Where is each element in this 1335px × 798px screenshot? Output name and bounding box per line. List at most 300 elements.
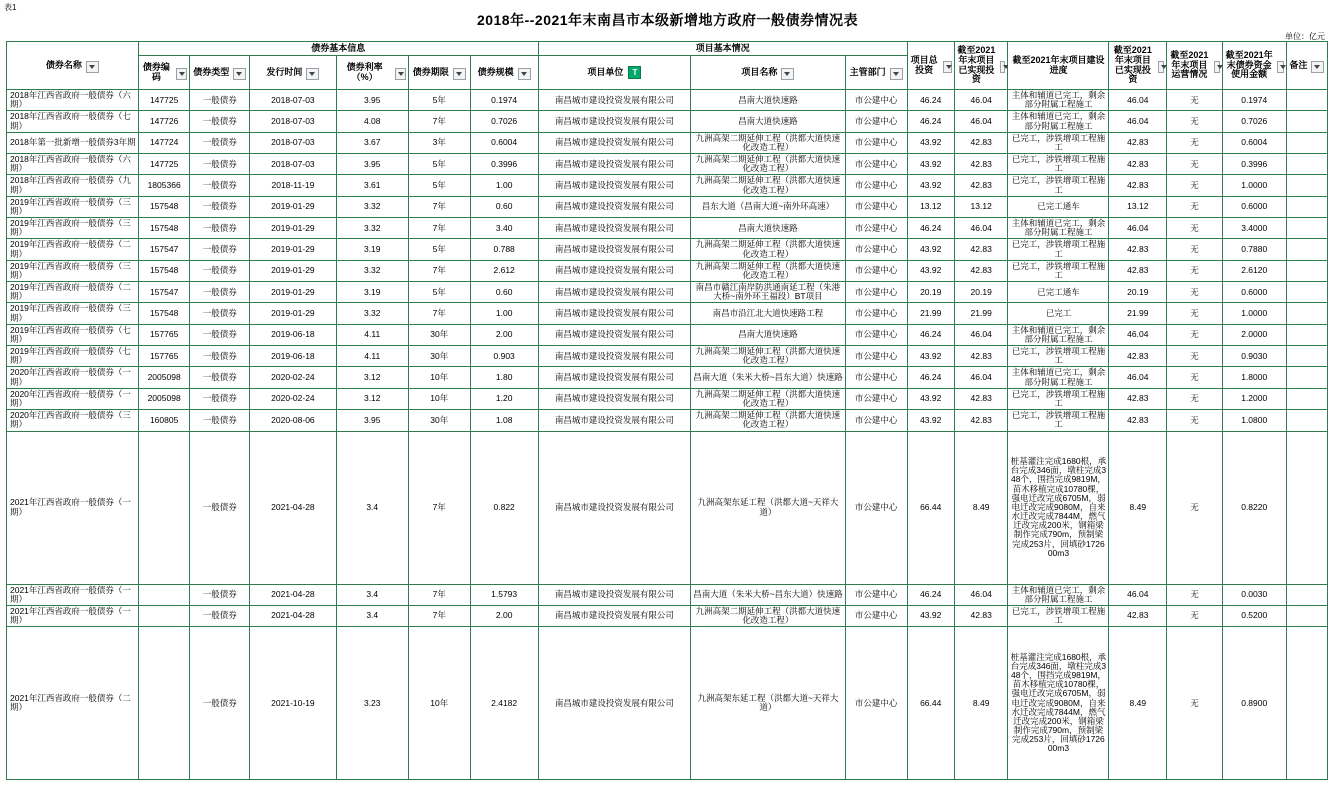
cell-operation[interactable]: 无 [1167,410,1223,431]
cell-project-unit[interactable]: 南昌城市建设投资发展有限公司 [538,431,690,584]
cell-bond-code[interactable]: 157548 [138,196,190,217]
cell-bond-used[interactable]: 1.8000 [1222,367,1286,388]
cell-dept[interactable]: 市公建中心 [845,324,907,345]
filter-icon[interactable] [890,68,903,80]
cell-realized-invest-2[interactable]: 42.83 [1109,605,1167,626]
cell-bond-type[interactable]: 一般债券 [190,154,250,175]
filter-icon[interactable] [176,68,187,80]
table-row[interactable] [7,388,1328,409]
cell-scale[interactable]: 0.7026 [470,111,538,132]
cell-project-unit[interactable]: 南昌城市建设投资发展有限公司 [538,111,690,132]
cell-term[interactable]: 30年 [408,410,470,431]
cell-project-unit[interactable]: 南昌城市建设投资发展有限公司 [538,154,690,175]
filter-icon[interactable] [306,68,319,80]
cell-realized-invest[interactable]: 8.49 [954,627,1008,780]
cell-scale[interactable]: 2.00 [470,605,538,626]
cell-project-unit[interactable]: 南昌城市建设投资发展有限公司 [538,584,690,605]
cell-issue-date[interactable]: 2019-01-29 [250,282,337,303]
cell-dept[interactable]: 市公建中心 [845,175,907,196]
cell-realized-invest[interactable]: 46.04 [954,367,1008,388]
cell-rate[interactable]: 3.67 [336,132,408,153]
cell-progress[interactable]: 已完工，涉铁增项工程施工 [1008,346,1109,367]
cell-project-name[interactable]: 昌东大道（昌南大道~南外环高速） [691,196,846,217]
cell-project-unit[interactable]: 南昌城市建设投资发展有限公司 [538,239,690,260]
cell-progress[interactable]: 主体和辅道已完工，剩余部分附属工程施工 [1008,324,1109,345]
cell-bond-type[interactable]: 一般债券 [190,324,250,345]
cell-project-unit[interactable]: 南昌城市建设投资发展有限公司 [538,410,690,431]
filter-icon[interactable] [1311,61,1324,73]
cell-progress[interactable]: 主体和辅道已完工，剩余部分附属工程施工 [1008,584,1109,605]
cell-bond-type[interactable]: 一般债券 [190,605,250,626]
cell-dept[interactable]: 市公建中心 [845,346,907,367]
cell-dept[interactable]: 市公建中心 [845,239,907,260]
cell-realized-invest-2[interactable]: 42.83 [1109,154,1167,175]
cell-bond-name[interactable]: 2021年江西省政府一般债券（二期） [7,627,139,780]
cell-bond-used[interactable]: 0.1974 [1222,90,1286,111]
cell-bond-type[interactable]: 一般债券 [190,175,250,196]
cell-remark[interactable] [1286,324,1327,345]
cell-operation[interactable]: 无 [1167,627,1223,780]
cell-scale[interactable]: 0.6004 [470,132,538,153]
cell-bond-used[interactable]: 3.4000 [1222,218,1286,239]
cell-issue-date[interactable]: 2018-07-03 [250,132,337,153]
cell-scale[interactable]: 1.00 [470,303,538,324]
cell-term[interactable]: 7年 [408,196,470,217]
cell-realized-invest[interactable]: 46.04 [954,324,1008,345]
cell-bond-used[interactable]: 0.7026 [1222,111,1286,132]
cell-issue-date[interactable]: 2021-04-28 [250,431,337,584]
cell-progress[interactable]: 桩基灌注完成1680根，承台完成346面，墩柱完成348个，围挡完成9819M，苗木移植完成10780棵，强电迁改完成6705M，弱电迁改完成9080M，自来水迁改完成7844M，燃气迁改完成200米，钢箱梁制作完成790m，预制梁完成253片，回填砂172600m3 [1008,627,1109,780]
cell-scale[interactable]: 1.08 [470,410,538,431]
cell-bond-type[interactable]: 一般债券 [190,260,250,281]
cell-issue-date[interactable]: 2019-01-29 [250,239,337,260]
cell-project-name[interactable]: 九洲高架二期延伸工程（洪都大道快速化改造工程） [691,410,846,431]
cell-remark[interactable] [1286,196,1327,217]
cell-project-name[interactable]: 九洲高架二期延伸工程（洪都大道快速化改造工程） [691,388,846,409]
col-header-scale[interactable] [470,56,538,90]
cell-term[interactable]: 10年 [408,388,470,409]
cell-realized-invest[interactable]: 20.19 [954,282,1008,303]
cell-bond-used[interactable]: 1.0800 [1222,410,1286,431]
cell-issue-date[interactable]: 2021-10-19 [250,627,337,780]
cell-bond-type[interactable]: 一般债券 [190,627,250,780]
cell-remark[interactable] [1286,388,1327,409]
cell-dept[interactable]: 市公建中心 [845,282,907,303]
cell-dept[interactable]: 市公建中心 [845,605,907,626]
cell-bond-name[interactable]: 2019年江西省政府一般债券（三期） [7,196,139,217]
cell-bond-code[interactable]: 147726 [138,111,190,132]
cell-realized-invest-2[interactable]: 46.04 [1109,324,1167,345]
cell-project-name[interactable]: 昌南大道（朱米大桥~昌东大道）快速路 [691,584,846,605]
cell-project-name[interactable]: 九洲高架二期延伸工程（洪都大道快速化改造工程） [691,154,846,175]
cell-realized-invest[interactable]: 42.83 [954,388,1008,409]
table-row[interactable] [7,132,1328,153]
cell-bond-name[interactable]: 2018年江西省政府一般债券（九期） [7,175,139,196]
cell-realized-invest-2[interactable]: 42.83 [1109,388,1167,409]
cell-dept[interactable]: 市公建中心 [845,196,907,217]
cell-progress[interactable]: 主体和辅道已完工，剩余部分附属工程施工 [1008,367,1109,388]
cell-rate[interactable]: 3.95 [336,90,408,111]
cell-realized-invest-2[interactable]: 42.83 [1109,260,1167,281]
cell-realized-invest-2[interactable]: 8.49 [1109,627,1167,780]
cell-remark[interactable] [1286,605,1327,626]
cell-rate[interactable]: 4.11 [336,324,408,345]
cell-bond-code[interactable]: 2005098 [138,367,190,388]
cell-project-name[interactable]: 九洲高架二期延伸工程（洪都大道快速化改造工程） [691,605,846,626]
cell-bond-code[interactable]: 147725 [138,90,190,111]
cell-bond-name[interactable]: 2021年江西省政府一般债券（一期） [7,584,139,605]
cell-total-invest[interactable]: 46.24 [907,218,954,239]
cell-issue-date[interactable]: 2020-02-24 [250,367,337,388]
cell-operation[interactable]: 无 [1167,90,1223,111]
cell-remark[interactable] [1286,584,1327,605]
col-header-realized-invest[interactable] [954,42,1008,90]
cell-realized-invest[interactable]: 42.83 [954,175,1008,196]
cell-project-unit[interactable]: 南昌城市建设投资发展有限公司 [538,132,690,153]
cell-operation[interactable]: 无 [1167,260,1223,281]
filter-icon[interactable] [453,68,466,80]
col-header-issue-date[interactable] [250,56,337,90]
filter-icon[interactable] [781,68,794,80]
cell-term[interactable]: 5年 [408,239,470,260]
cell-bond-name[interactable]: 2018年第一批新增一般债券3年期 [7,132,139,153]
cell-bond-name[interactable]: 2020年江西省政府一般债券（一期） [7,367,139,388]
filter-icon[interactable] [518,68,531,80]
cell-bond-code[interactable]: 157547 [138,282,190,303]
col-header-bond-used[interactable] [1222,42,1286,90]
cell-remark[interactable] [1286,154,1327,175]
cell-scale[interactable]: 0.788 [470,239,538,260]
cell-term[interactable]: 7年 [408,111,470,132]
cell-project-unit[interactable]: 南昌城市建设投资发展有限公司 [538,196,690,217]
cell-bond-used[interactable]: 0.6000 [1222,196,1286,217]
cell-realized-invest[interactable]: 42.83 [954,239,1008,260]
cell-remark[interactable] [1286,431,1327,584]
cell-issue-date[interactable]: 2018-07-03 [250,154,337,175]
cell-rate[interactable]: 3.19 [336,239,408,260]
cell-operation[interactable]: 无 [1167,346,1223,367]
cell-term[interactable]: 5年 [408,175,470,196]
cell-bond-used[interactable]: 0.6000 [1222,282,1286,303]
col-header-realized-invest-2[interactable] [1109,42,1167,90]
cell-bond-used[interactable]: 0.8220 [1222,431,1286,584]
cell-rate[interactable]: 3.4 [336,605,408,626]
table-row[interactable] [7,175,1328,196]
cell-bond-used[interactable]: 0.8900 [1222,627,1286,780]
cell-bond-type[interactable]: 一般债券 [190,367,250,388]
table-row[interactable] [7,627,1328,780]
cell-total-invest[interactable]: 43.92 [907,346,954,367]
cell-realized-invest[interactable]: 42.83 [954,605,1008,626]
cell-bond-code[interactable]: 157547 [138,239,190,260]
cell-bond-type[interactable]: 一般债券 [190,584,250,605]
cell-progress[interactable]: 已完工，涉铁增项工程施工 [1008,388,1109,409]
table-row[interactable] [7,196,1328,217]
cell-project-name[interactable]: 昌南大道（朱米大桥~昌东大道）快速路 [691,367,846,388]
cell-bond-used[interactable]: 0.5200 [1222,605,1286,626]
cell-realized-invest[interactable]: 8.49 [954,431,1008,584]
cell-operation[interactable]: 无 [1167,154,1223,175]
cell-bond-code[interactable]: 157765 [138,324,190,345]
cell-operation[interactable]: 无 [1167,111,1223,132]
col-header-rate[interactable] [336,56,408,90]
cell-term[interactable]: 5年 [408,282,470,303]
cell-bond-name[interactable]: 2018年江西省政府一般债券（七期） [7,111,139,132]
cell-bond-code[interactable]: 157548 [138,260,190,281]
cell-project-unit[interactable]: 南昌城市建设投资发展有限公司 [538,218,690,239]
cell-total-invest[interactable]: 43.92 [907,132,954,153]
cell-term[interactable]: 3年 [408,132,470,153]
cell-bond-code[interactable] [138,431,190,584]
cell-issue-date[interactable]: 2018-07-03 [250,111,337,132]
table-row[interactable] [7,584,1328,605]
cell-bond-code[interactable]: 157548 [138,218,190,239]
cell-bond-name[interactable]: 2019年江西省政府一般债券（二期） [7,239,139,260]
cell-bond-type[interactable]: 一般债券 [190,346,250,367]
cell-remark[interactable] [1286,218,1327,239]
cell-total-invest[interactable]: 43.92 [907,605,954,626]
cell-progress[interactable]: 已完工，涉铁增项工程施工 [1008,154,1109,175]
cell-remark[interactable] [1286,239,1327,260]
cell-project-unit[interactable]: 南昌城市建设投资发展有限公司 [538,90,690,111]
cell-realized-invest-2[interactable]: 42.83 [1109,346,1167,367]
cell-term[interactable]: 7年 [408,431,470,584]
cell-total-invest[interactable]: 43.92 [907,260,954,281]
cell-realized-invest[interactable]: 42.83 [954,132,1008,153]
col-header-remark[interactable] [1286,42,1327,90]
cell-progress[interactable]: 已完工 [1008,303,1109,324]
filter-icon[interactable] [1277,61,1283,73]
cell-scale[interactable]: 2.00 [470,324,538,345]
cell-remark[interactable] [1286,90,1327,111]
cell-issue-date[interactable]: 2019-06-18 [250,346,337,367]
cell-operation[interactable]: 无 [1167,175,1223,196]
cell-bond-type[interactable]: 一般债券 [190,90,250,111]
cell-project-unit[interactable]: 南昌城市建设投资发展有限公司 [538,388,690,409]
cell-dept[interactable]: 市公建中心 [845,584,907,605]
cell-bond-used[interactable]: 2.0000 [1222,324,1286,345]
cell-bond-used[interactable]: 0.9030 [1222,346,1286,367]
cell-scale[interactable]: 0.3996 [470,154,538,175]
cell-operation[interactable]: 无 [1167,584,1223,605]
table-row[interactable] [7,154,1328,175]
cell-bond-used[interactable]: 0.3996 [1222,154,1286,175]
table-row[interactable] [7,239,1328,260]
table-row[interactable] [7,90,1328,111]
cell-total-invest[interactable]: 66.44 [907,627,954,780]
cell-project-name[interactable]: 南昌市沿江北大道快速路工程 [691,303,846,324]
cell-project-name[interactable]: 昌南大道快速路 [691,324,846,345]
cell-realized-invest[interactable]: 46.04 [954,111,1008,132]
cell-project-name[interactable]: 昌南大道快速路 [691,111,846,132]
cell-dept[interactable]: 市公建中心 [845,154,907,175]
cell-realized-invest-2[interactable]: 42.83 [1109,132,1167,153]
cell-rate[interactable]: 3.61 [336,175,408,196]
cell-issue-date[interactable]: 2019-01-29 [250,260,337,281]
cell-scale[interactable]: 1.00 [470,175,538,196]
cell-progress[interactable]: 桩基灌注完成1680根，承台完成346面，墩柱完成348个，围挡完成9819M，苗木移植完成10780棵，强电迁改完成6705M，弱电迁改完成9080M，自来水迁改完成7844M，燃气迁改完成200米，钢箱梁制作完成790m，预制梁完成253片，回填砂172600m3 [1008,431,1109,584]
cell-term[interactable]: 5年 [408,154,470,175]
cell-total-invest[interactable]: 66.44 [907,431,954,584]
cell-bond-type[interactable]: 一般债券 [190,239,250,260]
cell-term[interactable]: 7年 [408,605,470,626]
cell-dept[interactable]: 市公建中心 [845,431,907,584]
cell-scale[interactable]: 0.822 [470,431,538,584]
cell-bond-type[interactable]: 一般债券 [190,196,250,217]
cell-realized-invest[interactable]: 42.83 [954,260,1008,281]
table-row[interactable] [7,218,1328,239]
cell-dept[interactable]: 市公建中心 [845,132,907,153]
cell-dept[interactable]: 市公建中心 [845,388,907,409]
cell-term[interactable]: 10年 [408,367,470,388]
cell-progress[interactable]: 已完工，涉铁增项工程施工 [1008,605,1109,626]
table-row[interactable] [7,367,1328,388]
cell-bond-name[interactable]: 2019年江西省政府一般债券（三期） [7,303,139,324]
col-header-term[interactable] [408,56,470,90]
cell-realized-invest[interactable]: 46.04 [954,90,1008,111]
cell-project-name[interactable]: 九洲高架二期延伸工程（洪都大道快速化改造工程） [691,260,846,281]
cell-total-invest[interactable]: 43.92 [907,239,954,260]
cell-term[interactable]: 7年 [408,303,470,324]
cell-realized-invest-2[interactable]: 13.12 [1109,196,1167,217]
cell-total-invest[interactable]: 46.24 [907,367,954,388]
cell-bond-name[interactable]: 2018年江西省政府一般债券（六期） [7,90,139,111]
cell-issue-date[interactable]: 2018-07-03 [250,90,337,111]
cell-progress[interactable]: 已完工通车 [1008,282,1109,303]
cell-bond-code[interactable] [138,584,190,605]
cell-bond-code[interactable]: 157765 [138,346,190,367]
cell-remark[interactable] [1286,627,1327,780]
cell-progress[interactable]: 已完工，涉铁增项工程施工 [1008,410,1109,431]
cell-operation[interactable]: 无 [1167,196,1223,217]
col-header-dept[interactable] [845,56,907,90]
cell-dept[interactable]: 市公建中心 [845,627,907,780]
cell-project-unit[interactable]: 南昌城市建设投资发展有限公司 [538,303,690,324]
cell-total-invest[interactable]: 43.92 [907,388,954,409]
table-row[interactable] [7,111,1328,132]
cell-realized-invest-2[interactable]: 20.19 [1109,282,1167,303]
filter-icon[interactable] [86,61,99,73]
cell-scale[interactable]: 3.40 [470,218,538,239]
cell-issue-date[interactable]: 2019-01-29 [250,303,337,324]
col-header-bond-name[interactable] [7,42,139,90]
cell-bond-used[interactable]: 1.0000 [1222,303,1286,324]
cell-rate[interactable]: 3.12 [336,388,408,409]
cell-project-name[interactable]: 九洲高架二期延伸工程（洪都大道快速化改造工程） [691,346,846,367]
cell-realized-invest[interactable]: 21.99 [954,303,1008,324]
filter-icon[interactable] [1214,61,1220,73]
cell-bond-name[interactable]: 2019年江西省政府一般债券（二期） [7,282,139,303]
cell-issue-date[interactable]: 2018-11-19 [250,175,337,196]
filter-icon[interactable] [395,68,406,80]
cell-bond-name[interactable]: 2019年江西省政府一般债券（七期） [7,324,139,345]
cell-dept[interactable]: 市公建中心 [845,367,907,388]
cell-rate[interactable]: 3.12 [336,367,408,388]
col-header-bond-code[interactable] [138,56,190,90]
cell-realized-invest-2[interactable]: 46.04 [1109,90,1167,111]
cell-bond-used[interactable]: 0.6004 [1222,132,1286,153]
cell-dept[interactable]: 市公建中心 [845,111,907,132]
cell-total-invest[interactable]: 21.99 [907,303,954,324]
cell-project-unit[interactable]: 南昌城市建设投资发展有限公司 [538,367,690,388]
cell-project-unit[interactable]: 南昌城市建设投资发展有限公司 [538,324,690,345]
cell-rate[interactable]: 3.32 [336,196,408,217]
cell-realized-invest-2[interactable]: 46.04 [1109,218,1167,239]
cell-realized-invest[interactable]: 46.04 [954,584,1008,605]
cell-bond-used[interactable]: 2.6120 [1222,260,1286,281]
cell-dept[interactable]: 市公建中心 [845,90,907,111]
cell-progress[interactable]: 已完工，涉铁增项工程施工 [1008,239,1109,260]
cell-bond-code[interactable]: 147725 [138,154,190,175]
cell-remark[interactable] [1286,282,1327,303]
col-header-project-name[interactable] [691,56,846,90]
cell-scale[interactable]: 1.5793 [470,584,538,605]
cell-progress[interactable]: 已完工，涉铁增项工程施工 [1008,260,1109,281]
cell-project-unit[interactable]: 南昌城市建设投资发展有限公司 [538,346,690,367]
table-row[interactable] [7,410,1328,431]
cell-rate[interactable]: 3.32 [336,218,408,239]
cell-project-unit[interactable]: 南昌城市建设投资发展有限公司 [538,260,690,281]
cell-bond-type[interactable]: 一般债券 [190,388,250,409]
cell-issue-date[interactable]: 2019-01-29 [250,196,337,217]
cell-bond-type[interactable]: 一般债券 [190,282,250,303]
cell-project-name[interactable]: 南昌市赣江南岸防洪通南延工程（朱港大桥~南外环王福段）BT项目 [691,282,846,303]
cell-total-invest[interactable]: 46.24 [907,111,954,132]
cell-scale[interactable]: 0.1974 [470,90,538,111]
cell-rate[interactable]: 3.23 [336,627,408,780]
cell-total-invest[interactable]: 46.24 [907,90,954,111]
cell-remark[interactable] [1286,111,1327,132]
cell-operation[interactable]: 无 [1167,282,1223,303]
col-header-operation[interactable] [1167,42,1223,90]
cell-bond-used[interactable]: 0.7880 [1222,239,1286,260]
cell-operation[interactable]: 无 [1167,605,1223,626]
cell-operation[interactable]: 无 [1167,324,1223,345]
cell-operation[interactable]: 无 [1167,239,1223,260]
cell-project-name[interactable]: 昌南大道快速路 [691,218,846,239]
col-header-total-invest[interactable] [907,42,954,90]
cell-project-unit[interactable]: 南昌城市建设投资发展有限公司 [538,605,690,626]
cell-bond-type[interactable]: 一般债券 [190,410,250,431]
cell-rate[interactable]: 3.95 [336,154,408,175]
cell-remark[interactable] [1286,175,1327,196]
cell-scale[interactable]: 0.60 [470,282,538,303]
table-row[interactable] [7,431,1328,584]
cell-realized-invest[interactable]: 42.83 [954,346,1008,367]
cell-bond-code[interactable] [138,605,190,626]
cell-realized-invest-2[interactable]: 8.49 [1109,431,1167,584]
cell-operation[interactable]: 无 [1167,303,1223,324]
cell-realized-invest-2[interactable]: 42.83 [1109,410,1167,431]
cell-project-unit[interactable]: 南昌城市建设投资发展有限公司 [538,282,690,303]
cell-bond-name[interactable]: 2020年江西省政府一般债券（一期） [7,388,139,409]
cell-dept[interactable]: 市公建中心 [845,218,907,239]
cell-bond-name[interactable]: 2019年江西省政府一般债券（三期） [7,218,139,239]
cell-progress[interactable]: 主体和辅道已完工，剩余部分附属工程施工 [1008,90,1109,111]
cell-progress[interactable]: 已完工，涉铁增项工程施工 [1008,132,1109,153]
cell-progress[interactable]: 主体和辅道已完工，剩余部分附属工程施工 [1008,111,1109,132]
cell-bond-name[interactable]: 2019年江西省政府一般债券（七期） [7,346,139,367]
cell-bond-used[interactable]: 1.2000 [1222,388,1286,409]
cell-issue-date[interactable]: 2019-01-29 [250,218,337,239]
cell-project-name[interactable]: 九洲高架东延工程（洪都大道~天祥大道） [691,627,846,780]
cell-term[interactable]: 7年 [408,218,470,239]
cell-project-unit[interactable]: 南昌城市建设投资发展有限公司 [538,175,690,196]
cell-project-name[interactable]: 九洲高架二期延伸工程（洪都大道快速化改造工程） [691,132,846,153]
cell-bond-code[interactable]: 2005098 [138,388,190,409]
cell-scale[interactable]: 1.20 [470,388,538,409]
cell-project-name[interactable]: 昌南大道快速路 [691,90,846,111]
